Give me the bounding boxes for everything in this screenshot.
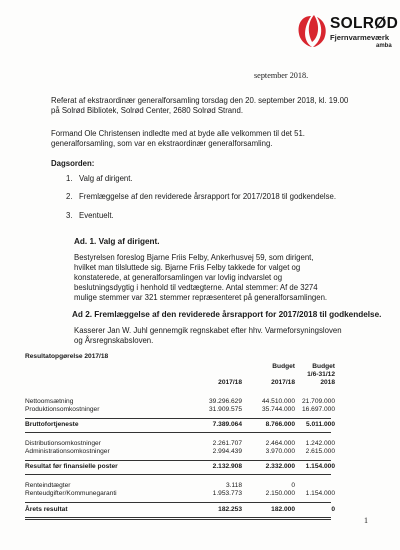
row-value: 8.766.000 [265,421,295,428]
row-value: 21.709.000 [301,398,335,405]
row-value: 2.261.707 [212,440,242,447]
row-value: 0 [331,506,335,513]
row-value: 2.132.908 [212,463,242,470]
column-header-year: 2017/18 [218,379,242,386]
section2-heading: Ad 2. Fremlæggelse af den reviderede årsrapport for 2017/2018 til godkendelse. [72,310,382,319]
intro-paragraph: Referat af ekstraordinær generalforsamling torsdag den 20. september 2018, kl. 19.00 på Solrød Bibliotek, Solrød Center, 2680 Solrød Strand. [51,96,349,115]
row-label: Renteindtægter [25,482,71,489]
logo-suffix: amba [376,43,392,49]
column-header-budget: Budget [312,363,335,370]
table-row [25,463,335,472]
row-value: 2.150.000 [265,490,295,497]
table-divider [25,432,331,433]
table-row [25,421,335,430]
agenda-item-text: Valg af dirigent. [79,174,133,183]
row-value: 1.154.000 [305,490,335,497]
row-value: 31.909.575 [208,406,242,413]
row-value: 1.953.773 [212,490,242,497]
column-header-year: 2017/18 [271,379,295,386]
row-label: Resultat før finansielle poster [25,463,118,470]
solrod-logo [294,12,399,64]
table-divider [25,460,331,461]
table-divider [25,418,331,419]
row-value: 44.510.000 [261,398,295,405]
section1-heading: Ad. 1. Valg af dirigent. [74,237,160,246]
column-header-budget: Budget [272,363,295,370]
table-row [25,506,335,515]
agenda-item-text: Eventuelt. [79,211,114,220]
row-value: 39.296.629 [208,398,242,405]
row-label: Produktionsomkostninger [25,406,100,413]
table-row [25,406,335,415]
row-value: 182.000 [271,506,295,513]
row-label: Distributionsomkostninger [25,440,101,447]
agenda-item [66,174,133,183]
table-row [25,490,335,499]
agenda-item [66,192,336,201]
section2-body: Kasserer Jan W. Juhl gennemgik regnskabet efter hhv. Varmeforsyningsloven og Årsregnskabsloven. [74,326,342,345]
logo-subtitle: Fjernvarmeværk [330,33,390,42]
row-label: Renteudgifter/Kommunegaranti [25,490,117,497]
row-value: 3.118 [225,482,242,489]
column-header-period: 1/6-31/12 [307,371,335,378]
row-value: 35.744.000 [261,406,295,413]
section1-body: Bestyrelsen foreslog Bjarne Friis Felby, Ankerhusvej 59, som dirigent, hvilket man tilsluttede sig. Bjarne Friis Felby takkede for valget og konstaterede, at generalforsamlingen var lovlig indvarslet og beslutningsdygtig i henhold til vedtægterne. Antal stemmer: Af de 3274 mulige stemmer var 321 stemmer repræsenteret på generalforsamlingen. [74,253,328,302]
row-label: Nettoomsætning [25,398,74,405]
row-value: 3.970.000 [265,448,295,455]
agenda-item-number: 1. [66,174,73,183]
agenda-item-number: 3. [66,211,73,220]
row-value: 1.242.000 [305,440,335,447]
agenda-heading: Dagsorden: [51,159,95,168]
table-divider [25,474,331,475]
agenda-item-number: 2. [66,192,73,201]
table-divider [25,517,331,518]
table-divider [25,519,331,520]
welcome-paragraph: Formand Ole Christensen indledte med at byde alle velkommen til det 51. generalforsamling, som var en ekstraordinær generalforsamling. [51,129,305,148]
document-date: september 2018. [254,71,309,80]
row-value: 2.464.000 [265,440,295,447]
row-value: 0 [291,482,295,489]
page-number: 1 [364,516,368,525]
row-value: 2.994.439 [212,448,242,455]
sun-logo-icon [294,12,330,52]
row-value: 7.389.064 [212,421,242,428]
agenda-item-text: Fremlæggelse af den reviderede årsrapport for 2017/2018 til godkendelse. [79,192,337,201]
logo-brand: SOLRØD [330,15,399,32]
income-statement-title: Resultatopgørelse 2017/18 [25,353,109,360]
table-divider [25,502,331,503]
row-value: 2.615.000 [305,448,335,455]
row-label: Årets resultat [25,506,68,513]
agenda-item [66,211,114,220]
row-label: Administrationsomkostninger [25,448,110,455]
row-value: 16.697.000 [301,406,335,413]
row-value: 1.154.000 [305,463,335,470]
row-value: 2.332.000 [265,463,295,470]
row-label: Bruttofortjeneste [25,421,79,428]
row-value: 182.253 [218,506,242,513]
column-header-year: 2018 [320,379,335,386]
row-value: 5.011.000 [306,421,335,428]
table-row [25,448,335,457]
